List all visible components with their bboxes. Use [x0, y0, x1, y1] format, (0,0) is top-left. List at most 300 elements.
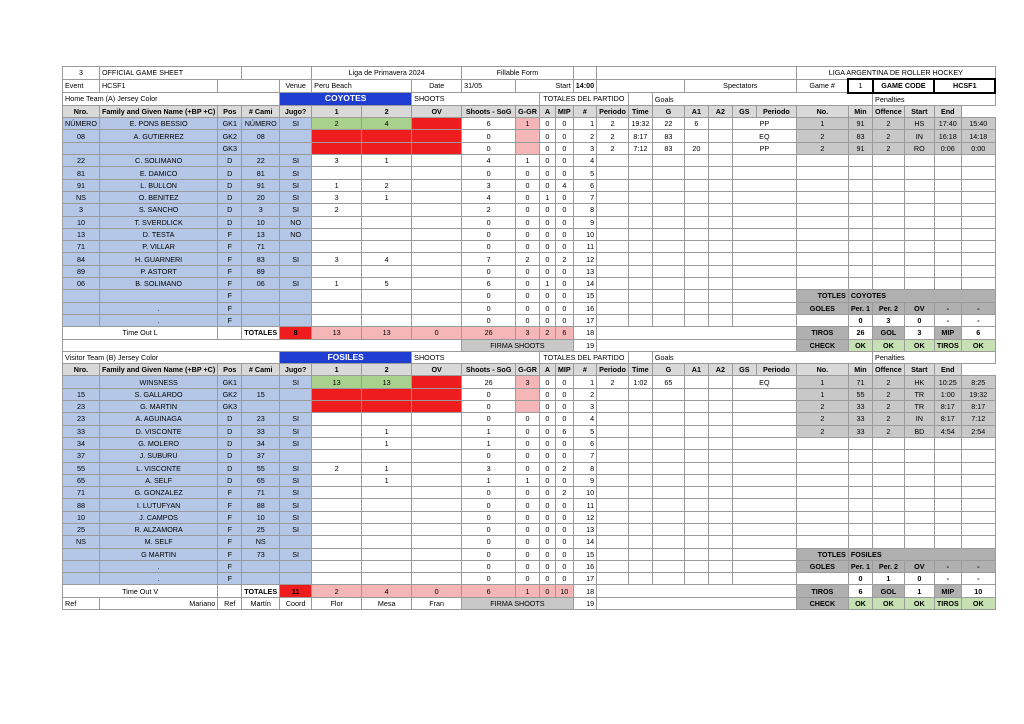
penalty-cell[interactable] [796, 191, 848, 203]
player-jersey[interactable]: 22 [242, 155, 280, 167]
goal-cell[interactable] [732, 499, 796, 511]
player-played[interactable]: NO [280, 216, 312, 228]
goal-cell[interactable] [597, 499, 629, 511]
shoots-cell[interactable] [312, 290, 362, 302]
penalty-cell[interactable] [934, 179, 961, 191]
penalty-cell[interactable]: 33 [848, 425, 872, 437]
penalty-cell[interactable]: 7:12 [961, 413, 995, 425]
player-name[interactable]: S. GALLARDO [99, 388, 217, 400]
goal-cell[interactable] [628, 437, 652, 449]
goal-cell[interactable] [628, 487, 652, 499]
goal-cell[interactable] [628, 204, 652, 216]
penalty-cell[interactable] [904, 241, 934, 253]
player-jersey[interactable]: 3 [242, 204, 280, 216]
mesa-name[interactable]: Mesa [362, 597, 412, 609]
goal-cell[interactable] [628, 241, 652, 253]
shoots-cell[interactable]: 13 [362, 376, 412, 388]
date-field[interactable]: 31/05 [462, 79, 516, 92]
penalty-cell[interactable] [848, 536, 872, 548]
goal-cell[interactable] [732, 536, 796, 548]
shoots-cell[interactable]: 3 [312, 191, 362, 203]
penalty-cell[interactable] [904, 462, 934, 474]
player-played[interactable] [280, 130, 312, 142]
player-played[interactable]: SI [280, 413, 312, 425]
player-number[interactable]: 88 [63, 499, 100, 511]
flor-name[interactable]: Flor [312, 597, 362, 609]
penalty-cell[interactable] [961, 191, 995, 203]
player-name[interactable]: R. ALZAMORA [99, 523, 217, 535]
goal-cell[interactable] [628, 474, 652, 486]
penalty-cell[interactable] [873, 204, 905, 216]
player-jersey[interactable]: 10 [242, 216, 280, 228]
player-jersey[interactable]: 34 [242, 437, 280, 449]
penalty-cell[interactable] [848, 179, 872, 191]
player-name[interactable]: A. AGUINAGA [99, 413, 217, 425]
goal-cell[interactable] [684, 241, 708, 253]
player-played[interactable] [280, 560, 312, 572]
penalty-cell[interactable] [848, 155, 872, 167]
goal-cell[interactable] [652, 560, 684, 572]
penalty-cell[interactable]: BD [904, 425, 934, 437]
goal-cell[interactable] [732, 548, 796, 560]
player-played[interactable] [280, 302, 312, 314]
goal-cell[interactable] [652, 499, 684, 511]
game-code-field[interactable]: HCSF1 [934, 79, 995, 92]
goal-cell[interactable] [708, 511, 732, 523]
shoots-cell[interactable] [412, 253, 462, 265]
goal-cell[interactable] [732, 278, 796, 290]
player-name[interactable]: G. MARTIN [99, 401, 217, 413]
goal-cell[interactable] [597, 487, 629, 499]
goal-cell[interactable] [684, 253, 708, 265]
goal-cell[interactable] [708, 241, 732, 253]
player-played[interactable] [280, 573, 312, 585]
goal-cell[interactable]: 2 [597, 130, 629, 142]
shoots-cell[interactable] [362, 228, 412, 240]
penalty-cell[interactable] [934, 265, 961, 277]
penalty-cell[interactable]: 71 [848, 376, 872, 388]
penalty-cell[interactable] [934, 253, 961, 265]
goal-cell[interactable] [628, 265, 652, 277]
penalty-cell[interactable]: HS [904, 118, 934, 130]
goal-cell[interactable]: 2 [597, 118, 629, 130]
goal-cell[interactable]: 1:02 [628, 376, 652, 388]
penalty-cell[interactable] [904, 487, 934, 499]
goal-cell[interactable] [652, 487, 684, 499]
goal-cell[interactable] [684, 462, 708, 474]
goal-cell[interactable] [708, 376, 732, 388]
penalty-cell[interactable] [796, 241, 848, 253]
player-jersey[interactable]: 10 [242, 511, 280, 523]
venue-field[interactable]: Peru Beach [312, 79, 412, 92]
goal-cell[interactable] [708, 278, 732, 290]
penalty-cell[interactable] [873, 499, 905, 511]
shoots-cell[interactable] [412, 388, 462, 400]
penalty-cell[interactable]: 2 [796, 130, 848, 142]
penalty-cell[interactable] [961, 450, 995, 462]
shoots-cell[interactable] [412, 499, 462, 511]
penalty-cell[interactable]: 0:06 [934, 142, 961, 154]
goal-cell[interactable] [597, 413, 629, 425]
shoots-cell[interactable]: 1 [362, 191, 412, 203]
goal-cell[interactable] [597, 388, 629, 400]
shoots-cell[interactable] [362, 314, 412, 326]
shoots-cell[interactable] [312, 523, 362, 535]
goal-cell[interactable] [597, 548, 629, 560]
goal-cell[interactable] [684, 573, 708, 585]
penalty-cell[interactable]: 16:18 [934, 130, 961, 142]
player-jersey[interactable]: 65 [242, 474, 280, 486]
goal-cell[interactable] [732, 523, 796, 535]
goal-cell[interactable] [628, 499, 652, 511]
goal-cell[interactable] [708, 487, 732, 499]
goal-cell[interactable] [652, 179, 684, 191]
goal-cell[interactable] [708, 167, 732, 179]
goal-cell[interactable] [732, 388, 796, 400]
shoots-cell[interactable]: 1 [362, 462, 412, 474]
goal-cell[interactable] [684, 487, 708, 499]
player-number[interactable]: 10 [63, 216, 100, 228]
goal-cell[interactable] [684, 155, 708, 167]
shoots-cell[interactable] [312, 314, 362, 326]
goal-cell[interactable] [708, 228, 732, 240]
penalty-cell[interactable] [904, 450, 934, 462]
goal-cell[interactable] [628, 179, 652, 191]
penalty-cell[interactable] [934, 499, 961, 511]
shoots-cell[interactable] [312, 167, 362, 179]
shoots-cell[interactable] [312, 536, 362, 548]
penalty-cell[interactable] [904, 167, 934, 179]
penalty-cell[interactable]: 2 [796, 401, 848, 413]
goal-cell[interactable]: 65 [652, 376, 684, 388]
goal-cell[interactable] [708, 118, 732, 130]
player-name[interactable]: G. GONZALEZ [99, 487, 217, 499]
penalty-cell[interactable] [873, 179, 905, 191]
goal-cell[interactable] [684, 314, 708, 326]
goal-cell[interactable]: PP [732, 142, 796, 154]
shoots-cell[interactable] [412, 376, 462, 388]
goal-cell[interactable] [652, 216, 684, 228]
penalty-cell[interactable] [904, 511, 934, 523]
goal-cell[interactable]: 22 [652, 118, 684, 130]
shoots-cell[interactable] [412, 425, 462, 437]
penalty-cell[interactable] [873, 278, 905, 290]
penalty-cell[interactable] [873, 523, 905, 535]
shoots-cell[interactable] [312, 487, 362, 499]
player-number[interactable]: 91 [63, 179, 100, 191]
penalty-cell[interactable] [873, 228, 905, 240]
goal-cell[interactable] [708, 302, 732, 314]
shoots-cell[interactable] [412, 204, 462, 216]
penalty-cell[interactable]: 2 [796, 142, 848, 154]
shoots-cell[interactable] [362, 142, 412, 154]
goal-cell[interactable] [684, 474, 708, 486]
penalty-cell[interactable]: 1 [796, 118, 848, 130]
player-name[interactable]: E. DAMICO [99, 167, 217, 179]
goal-cell[interactable] [628, 253, 652, 265]
penalty-cell[interactable] [848, 437, 872, 449]
goal-cell[interactable] [732, 167, 796, 179]
goal-cell[interactable] [732, 560, 796, 572]
player-jersey[interactable]: 73 [242, 548, 280, 560]
goal-cell[interactable] [708, 265, 732, 277]
goal-cell[interactable] [628, 450, 652, 462]
goal-cell[interactable] [732, 474, 796, 486]
player-name[interactable]: P. VILLAR [99, 241, 217, 253]
goal-cell[interactable] [708, 499, 732, 511]
penalty-cell[interactable] [873, 536, 905, 548]
goal-cell[interactable] [732, 155, 796, 167]
player-jersey[interactable]: 25 [242, 523, 280, 535]
player-jersey[interactable]: 33 [242, 425, 280, 437]
goal-cell[interactable] [684, 401, 708, 413]
player-played[interactable] [280, 241, 312, 253]
penalty-cell[interactable] [796, 536, 848, 548]
goal-cell[interactable] [628, 290, 652, 302]
penalty-cell[interactable]: 55 [848, 388, 872, 400]
player-jersey[interactable]: 06 [242, 278, 280, 290]
penalty-cell[interactable] [796, 511, 848, 523]
goal-cell[interactable] [628, 413, 652, 425]
penalty-cell[interactable] [961, 523, 995, 535]
shoots-cell[interactable] [412, 118, 462, 130]
shoots-cell[interactable] [362, 265, 412, 277]
player-number[interactable] [63, 314, 100, 326]
shoots-cell[interactable] [412, 523, 462, 535]
player-number[interactable]: 65 [63, 474, 100, 486]
goal-cell[interactable] [628, 536, 652, 548]
penalty-cell[interactable] [904, 523, 934, 535]
penalty-cell[interactable] [961, 228, 995, 240]
goal-cell[interactable] [628, 573, 652, 585]
shoots-cell[interactable] [312, 401, 362, 413]
player-number[interactable] [63, 302, 100, 314]
shoots-cell[interactable] [362, 560, 412, 572]
goal-cell[interactable] [597, 155, 629, 167]
goal-cell[interactable] [684, 265, 708, 277]
penalty-cell[interactable] [796, 265, 848, 277]
goal-cell[interactable] [628, 278, 652, 290]
shoots-cell[interactable]: 13 [312, 376, 362, 388]
penalty-cell[interactable] [934, 241, 961, 253]
goal-cell[interactable] [628, 523, 652, 535]
shoots-cell[interactable]: 2 [312, 118, 362, 130]
player-number[interactable]: 84 [63, 253, 100, 265]
player-jersey[interactable]: 15 [242, 388, 280, 400]
goal-cell[interactable] [652, 523, 684, 535]
player-name[interactable]: M. SELF [99, 536, 217, 548]
goal-cell[interactable] [708, 191, 732, 203]
goal-cell[interactable]: PP [732, 118, 796, 130]
shoots-cell[interactable] [412, 290, 462, 302]
player-jersey[interactable] [242, 376, 280, 388]
player-number[interactable]: 81 [63, 167, 100, 179]
player-number[interactable]: NS [63, 536, 100, 548]
player-name[interactable]: T. SVERDLICK [99, 216, 217, 228]
goal-cell[interactable] [684, 388, 708, 400]
penalty-cell[interactable] [904, 253, 934, 265]
goal-cell[interactable] [597, 167, 629, 179]
penalty-cell[interactable] [873, 474, 905, 486]
shoots-cell[interactable] [412, 536, 462, 548]
goal-cell[interactable] [628, 155, 652, 167]
shoots-cell[interactable] [362, 523, 412, 535]
penalty-cell[interactable] [961, 499, 995, 511]
goal-cell[interactable] [652, 462, 684, 474]
penalty-cell[interactable]: 8:17 [961, 401, 995, 413]
player-jersey[interactable]: 81 [242, 167, 280, 179]
shoots-cell[interactable]: 2 [312, 462, 362, 474]
penalty-cell[interactable] [904, 228, 934, 240]
goal-cell[interactable] [708, 450, 732, 462]
shoots-cell[interactable] [412, 413, 462, 425]
player-jersey[interactable]: 55 [242, 462, 280, 474]
penalty-cell[interactable] [961, 167, 995, 179]
penalty-cell[interactable] [904, 265, 934, 277]
goal-cell[interactable] [708, 425, 732, 437]
penalty-cell[interactable] [796, 487, 848, 499]
penalty-cell[interactable]: 2 [873, 413, 905, 425]
penalty-cell[interactable] [934, 278, 961, 290]
player-name[interactable]: H. GUARNERI [99, 253, 217, 265]
shoots-cell[interactable] [412, 462, 462, 474]
goal-cell[interactable] [684, 278, 708, 290]
goal-cell[interactable] [652, 302, 684, 314]
penalty-cell[interactable] [904, 437, 934, 449]
goal-cell[interactable] [708, 290, 732, 302]
player-played[interactable]: SI [280, 118, 312, 130]
penalty-cell[interactable] [961, 179, 995, 191]
goal-cell[interactable] [708, 437, 732, 449]
penalty-cell[interactable]: 8:17 [934, 401, 961, 413]
player-jersey[interactable]: 23 [242, 413, 280, 425]
shoots-cell[interactable] [412, 191, 462, 203]
penalty-cell[interactable] [796, 167, 848, 179]
player-name[interactable]: A. SELF [99, 474, 217, 486]
shoots-cell[interactable] [312, 560, 362, 572]
goal-cell[interactable] [597, 523, 629, 535]
shoots-cell[interactable] [312, 241, 362, 253]
player-played[interactable] [280, 401, 312, 413]
shoots-cell[interactable] [312, 548, 362, 560]
player-name[interactable]: . [99, 302, 217, 314]
goal-cell[interactable] [732, 228, 796, 240]
goal-cell[interactable] [597, 216, 629, 228]
player-name[interactable]: L. VISCONTE [99, 462, 217, 474]
player-number[interactable]: 22 [63, 155, 100, 167]
goal-cell[interactable] [652, 228, 684, 240]
shoots-cell[interactable] [362, 536, 412, 548]
goal-cell[interactable] [597, 401, 629, 413]
player-played[interactable]: SI [280, 179, 312, 191]
penalty-cell[interactable]: 2:54 [961, 425, 995, 437]
shoots-cell[interactable] [362, 499, 412, 511]
player-name[interactable]: WINSNESS [99, 376, 217, 388]
shoots-cell[interactable] [312, 511, 362, 523]
player-name[interactable]: B. SOLIMANO [99, 278, 217, 290]
shoots-cell[interactable]: 1 [362, 155, 412, 167]
player-name[interactable]: L. BULLON [99, 179, 217, 191]
fran-name[interactable]: Fran [412, 597, 462, 609]
player-number[interactable]: 37 [63, 450, 100, 462]
goal-cell[interactable] [652, 265, 684, 277]
penalty-cell[interactable]: 2 [873, 118, 905, 130]
penalty-cell[interactable]: 8:17 [934, 413, 961, 425]
player-jersey[interactable]: 88 [242, 499, 280, 511]
player-number[interactable]: NÚMERO [63, 118, 100, 130]
penalty-cell[interactable] [934, 155, 961, 167]
player-number[interactable] [63, 376, 100, 388]
penalty-cell[interactable] [961, 155, 995, 167]
goal-cell[interactable] [628, 425, 652, 437]
shoots-cell[interactable] [412, 450, 462, 462]
player-name[interactable]: D. VISCONTE [99, 425, 217, 437]
shoots-cell[interactable] [362, 216, 412, 228]
player-played[interactable]: SI [280, 376, 312, 388]
penalty-cell[interactable] [796, 179, 848, 191]
penalty-cell[interactable] [848, 278, 872, 290]
shoots-cell[interactable]: 2 [362, 179, 412, 191]
shoots-cell[interactable]: 1 [362, 437, 412, 449]
shoots-cell[interactable]: 4 [362, 253, 412, 265]
goal-cell[interactable] [652, 413, 684, 425]
penalty-cell[interactable] [796, 155, 848, 167]
goal-cell[interactable] [652, 314, 684, 326]
goal-cell[interactable] [732, 216, 796, 228]
player-played[interactable]: SI [280, 499, 312, 511]
goal-cell[interactable] [628, 167, 652, 179]
shoots-cell[interactable] [412, 474, 462, 486]
goal-cell[interactable] [628, 462, 652, 474]
penalty-cell[interactable] [934, 191, 961, 203]
player-jersey[interactable] [242, 290, 280, 302]
penalty-cell[interactable] [848, 487, 872, 499]
goal-cell[interactable] [597, 204, 629, 216]
player-number[interactable]: 71 [63, 487, 100, 499]
goal-cell[interactable] [732, 302, 796, 314]
player-jersey[interactable]: NÚMERO [242, 118, 280, 130]
game-number-field[interactable]: 1 [848, 79, 872, 92]
goal-cell[interactable] [652, 474, 684, 486]
player-played[interactable]: SI [280, 474, 312, 486]
penalty-cell[interactable] [904, 536, 934, 548]
goal-cell[interactable] [652, 204, 684, 216]
shoots-cell[interactable] [312, 302, 362, 314]
goal-cell[interactable] [652, 167, 684, 179]
penalty-cell[interactable]: 91 [848, 118, 872, 130]
penalty-cell[interactable] [796, 278, 848, 290]
penalty-cell[interactable] [796, 450, 848, 462]
goal-cell[interactable] [684, 302, 708, 314]
player-name[interactable]: G MARTIN [99, 548, 217, 560]
player-played[interactable]: SI [280, 548, 312, 560]
penalty-cell[interactable]: 4:54 [934, 425, 961, 437]
penalty-cell[interactable] [934, 204, 961, 216]
player-name[interactable]: J. SUBURU [99, 450, 217, 462]
shoots-cell[interactable] [412, 142, 462, 154]
goal-cell[interactable] [708, 401, 732, 413]
goal-cell[interactable] [732, 511, 796, 523]
goal-cell[interactable]: 83 [652, 142, 684, 154]
goal-cell[interactable] [708, 523, 732, 535]
goal-cell[interactable] [597, 265, 629, 277]
penalty-cell[interactable] [848, 216, 872, 228]
penalty-cell[interactable]: 14:18 [961, 130, 995, 142]
goal-cell[interactable] [708, 548, 732, 560]
player-played[interactable]: SI [280, 425, 312, 437]
penalty-cell[interactable] [873, 450, 905, 462]
penalty-cell[interactable] [848, 191, 872, 203]
